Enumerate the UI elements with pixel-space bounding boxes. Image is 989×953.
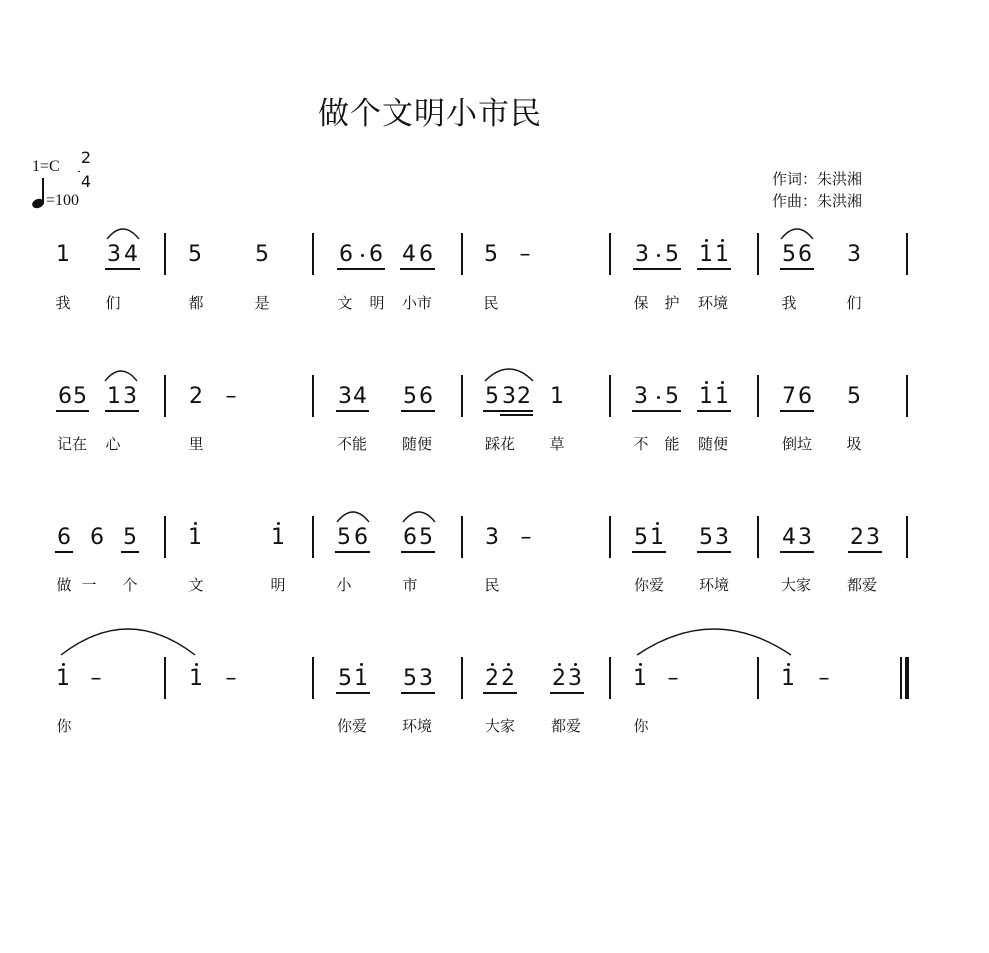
bar-line	[461, 233, 463, 275]
bar-line	[906, 375, 908, 417]
lyric-syllable: 一	[81, 576, 97, 594]
lyric-syllable: 文	[337, 294, 353, 312]
lyric-syllable: 里	[188, 435, 204, 453]
time-signature-bottom: 4	[80, 172, 92, 191]
beam-underline	[780, 551, 814, 553]
beam-underline	[483, 692, 517, 694]
lyric-syllable: 不能	[336, 435, 368, 453]
lyric-syllable: 圾	[846, 435, 862, 453]
lyric-syllable: 你	[56, 717, 72, 735]
final-bar-thick	[905, 657, 909, 699]
slur	[104, 369, 138, 383]
jianpu-note: 6	[58, 384, 72, 409]
key-signature: 1=C	[32, 158, 60, 175]
bar-line	[461, 516, 463, 558]
octave-dot-above	[721, 381, 724, 384]
beam-underline	[105, 268, 140, 270]
jianpu-note: 1	[56, 242, 70, 267]
augmentation-dot	[657, 396, 660, 399]
bar-line	[164, 516, 166, 558]
final-bar-thin	[900, 657, 902, 699]
jianpu-note: 5	[847, 384, 861, 409]
lyric-syllable: 不	[633, 435, 649, 453]
lyric-syllable: 民	[483, 294, 499, 312]
beam-underline	[55, 551, 73, 553]
slur	[106, 227, 140, 241]
octave-dot-above	[360, 663, 363, 666]
jianpu-note: 2	[501, 666, 515, 691]
jianpu-note: 1	[715, 242, 729, 267]
bar-line	[906, 516, 908, 558]
jianpu-note: 3	[485, 525, 499, 550]
jianpu-note: 1	[189, 666, 203, 691]
lyric-syllable: 你爱	[633, 576, 665, 594]
bar-line	[164, 375, 166, 417]
jianpu-note: 1	[781, 666, 795, 691]
jianpu-note: 5	[255, 242, 269, 267]
jianpu-note: 2	[517, 384, 531, 409]
jianpu-note: 6	[419, 384, 433, 409]
beam-underline	[780, 268, 814, 270]
beam-underline	[633, 268, 681, 270]
lyric-syllable: 都爱	[550, 717, 582, 735]
bar-line	[757, 516, 759, 558]
song-title: 做个文明小市民	[318, 96, 542, 132]
lyric-syllable: 个	[122, 576, 138, 594]
bar-line	[609, 233, 611, 275]
jianpu-note: 5	[73, 384, 87, 409]
lyric-syllable: 是	[254, 294, 270, 312]
beam-underline	[121, 551, 139, 553]
jianpu-note: –	[818, 666, 830, 691]
jianpu-note: 3	[338, 384, 352, 409]
lyric-syllable: 小	[336, 576, 352, 594]
bar-line	[164, 233, 166, 275]
jianpu-note: 5	[403, 666, 417, 691]
bar-line	[312, 657, 314, 699]
jianpu-note: 5	[665, 384, 679, 409]
jianpu-note: 5	[484, 242, 498, 267]
octave-dot-above	[62, 663, 65, 666]
beam-underline	[336, 692, 370, 694]
jianpu-note: 6	[90, 525, 104, 550]
bar-line	[312, 233, 314, 275]
jianpu-note: 5	[403, 384, 417, 409]
bar-line	[609, 516, 611, 558]
augmentation-dot	[657, 254, 660, 257]
augmentation-dot	[361, 254, 364, 257]
octave-dot-above	[705, 381, 708, 384]
beam-underline	[105, 410, 139, 412]
jianpu-note: 4	[782, 525, 796, 550]
jianpu-note: 5	[699, 525, 713, 550]
slur	[402, 510, 436, 524]
lyric-syllable: 都	[188, 294, 204, 312]
beam-underline	[632, 410, 681, 412]
slur	[636, 627, 792, 657]
lyric-syllable: 随便	[697, 435, 729, 453]
jianpu-note: 1	[715, 384, 729, 409]
jianpu-note: 1	[271, 525, 285, 550]
lyric-syllable: 保	[633, 294, 649, 312]
lyric-syllable: 都爱	[846, 576, 878, 594]
lyric-syllable: 市	[402, 576, 418, 594]
lyric-syllable: 护	[664, 294, 680, 312]
bar-line	[906, 233, 908, 275]
slur	[484, 367, 534, 383]
lyric-syllable: 做	[56, 576, 72, 594]
jianpu-note: 6	[339, 242, 353, 267]
octave-dot-above	[195, 663, 198, 666]
octave-dot-above	[787, 663, 790, 666]
jianpu-note: 3	[568, 666, 582, 691]
octave-dot-above	[639, 663, 642, 666]
bar-line	[757, 657, 759, 699]
beam-underline	[483, 410, 533, 412]
bar-line	[461, 657, 463, 699]
jianpu-note: –	[225, 666, 237, 691]
jianpu-note: 5	[188, 242, 202, 267]
jianpu-note: 4	[402, 242, 416, 267]
beam-underline	[632, 551, 666, 553]
jianpu-note: 3	[635, 242, 649, 267]
jianpu-note: 2	[850, 525, 864, 550]
bar-line	[757, 375, 759, 417]
jianpu-note: 4	[353, 384, 367, 409]
lyric-syllable: 我	[55, 294, 71, 312]
beam-underline	[56, 410, 89, 412]
jianpu-note: 1	[633, 666, 647, 691]
jianpu-note: 2	[189, 384, 203, 409]
jianpu-note: 6	[403, 525, 417, 550]
jianpu-note: 3	[715, 525, 729, 550]
jianpu-note: –	[90, 666, 102, 691]
jianpu-note: 6	[798, 242, 812, 267]
jianpu-note: 2	[485, 666, 499, 691]
bar-line	[312, 375, 314, 417]
bar-line	[609, 375, 611, 417]
beam-underline	[401, 410, 435, 412]
jianpu-note: 5	[782, 242, 796, 267]
beam-underline-double	[500, 414, 533, 416]
jianpu-note: 5	[338, 666, 352, 691]
jianpu-note: 5	[337, 525, 351, 550]
octave-dot-above	[558, 663, 561, 666]
jianpu-note: 3	[847, 242, 861, 267]
beam-underline	[401, 551, 435, 553]
lyricist-credit: 作词：朱洪湘	[772, 170, 863, 188]
lyric-syllable: 大家	[780, 576, 812, 594]
octave-dot-above	[507, 663, 510, 666]
jianpu-note: 3	[502, 384, 516, 409]
lyric-syllable: 草	[549, 435, 565, 453]
beam-underline	[550, 692, 584, 694]
lyric-syllable: 民	[484, 576, 500, 594]
beam-underline	[780, 410, 814, 412]
composer-credit: 作曲：朱洪湘	[772, 192, 863, 210]
jianpu-note: 1	[699, 242, 713, 267]
octave-dot-above	[194, 522, 197, 525]
lyric-syllable: 明	[369, 294, 385, 312]
octave-dot-above	[491, 663, 494, 666]
lyric-syllable: 我	[781, 294, 797, 312]
jianpu-note: 5	[665, 242, 679, 267]
time-signature-line	[78, 171, 80, 172]
bar-line	[757, 233, 759, 275]
beam-underline	[401, 692, 435, 694]
lyric-syllable: 环境	[698, 576, 730, 594]
slur	[60, 627, 196, 657]
beam-underline	[848, 551, 882, 553]
jianpu-note: 6	[354, 525, 368, 550]
tempo-marking	[30, 178, 110, 212]
lyric-syllable: 们	[846, 294, 862, 312]
jianpu-note: 3	[634, 384, 648, 409]
jianpu-note: 5	[485, 384, 499, 409]
jianpu-note: 3	[798, 525, 812, 550]
lyric-syllable: 环境	[697, 294, 729, 312]
jianpu-note: 7	[782, 384, 796, 409]
tempo-value: =100	[46, 192, 80, 209]
lyric-syllable: 随便	[401, 435, 433, 453]
credits	[772, 168, 862, 212]
lyric-syllable: 你	[633, 717, 649, 735]
time-signature-top: 2	[80, 148, 92, 167]
jianpu-note: –	[667, 666, 679, 691]
beam-underline	[697, 551, 731, 553]
jianpu-note: 3	[107, 242, 121, 267]
bar-line	[461, 375, 463, 417]
jianpu-note: 5	[419, 525, 433, 550]
jianpu-note: 6	[57, 525, 71, 550]
jianpu-note: 1	[699, 384, 713, 409]
beam-underline	[336, 410, 369, 412]
beam-underline	[337, 268, 385, 270]
jianpu-note: 1	[56, 666, 70, 691]
slur	[780, 227, 814, 241]
beam-underline	[697, 410, 731, 412]
beam-underline	[697, 268, 731, 270]
lyric-syllable: 环境	[401, 717, 433, 735]
jianpu-note: 1	[188, 525, 202, 550]
jianpu-note: 6	[369, 242, 383, 267]
slur	[336, 510, 370, 524]
jianpu-note: 1	[550, 384, 564, 409]
lyric-syllable: 倒垃	[781, 435, 813, 453]
jianpu-note: 1	[650, 525, 664, 550]
lyric-syllable: 记在	[56, 435, 88, 453]
octave-dot-above	[705, 239, 708, 242]
jianpu-note: 6	[419, 242, 433, 267]
lyric-syllable: 心	[105, 435, 121, 453]
octave-dot-above	[277, 522, 280, 525]
lyric-syllable: 能	[664, 435, 680, 453]
jianpu-note: 3	[866, 525, 880, 550]
jianpu-note: 1	[107, 384, 121, 409]
jianpu-note: 5	[123, 525, 137, 550]
octave-dot-above	[721, 239, 724, 242]
octave-dot-above	[656, 522, 659, 525]
bar-line	[312, 516, 314, 558]
jianpu-note: –	[519, 242, 531, 267]
bar-line	[609, 657, 611, 699]
lyric-syllable: 明	[270, 576, 286, 594]
lyric-syllable: 大家	[484, 717, 516, 735]
beam-underline	[335, 551, 370, 553]
beam-underline	[400, 268, 435, 270]
bar-line	[164, 657, 166, 699]
octave-dot-above	[574, 663, 577, 666]
jianpu-note: 4	[124, 242, 138, 267]
lyric-syllable: 踩花	[484, 435, 516, 453]
jianpu-note: 2	[552, 666, 566, 691]
lyric-syllable: 小市	[401, 294, 433, 312]
jianpu-note: 3	[419, 666, 433, 691]
jianpu-note: –	[225, 384, 237, 409]
lyric-syllable: 你爱	[336, 717, 368, 735]
lyric-syllable: 们	[105, 294, 121, 312]
jianpu-note: 3	[123, 384, 137, 409]
jianpu-note: 5	[634, 525, 648, 550]
jianpu-note: 1	[354, 666, 368, 691]
jianpu-note: 6	[798, 384, 812, 409]
lyric-syllable: 文	[188, 576, 204, 594]
jianpu-note: –	[520, 525, 532, 550]
